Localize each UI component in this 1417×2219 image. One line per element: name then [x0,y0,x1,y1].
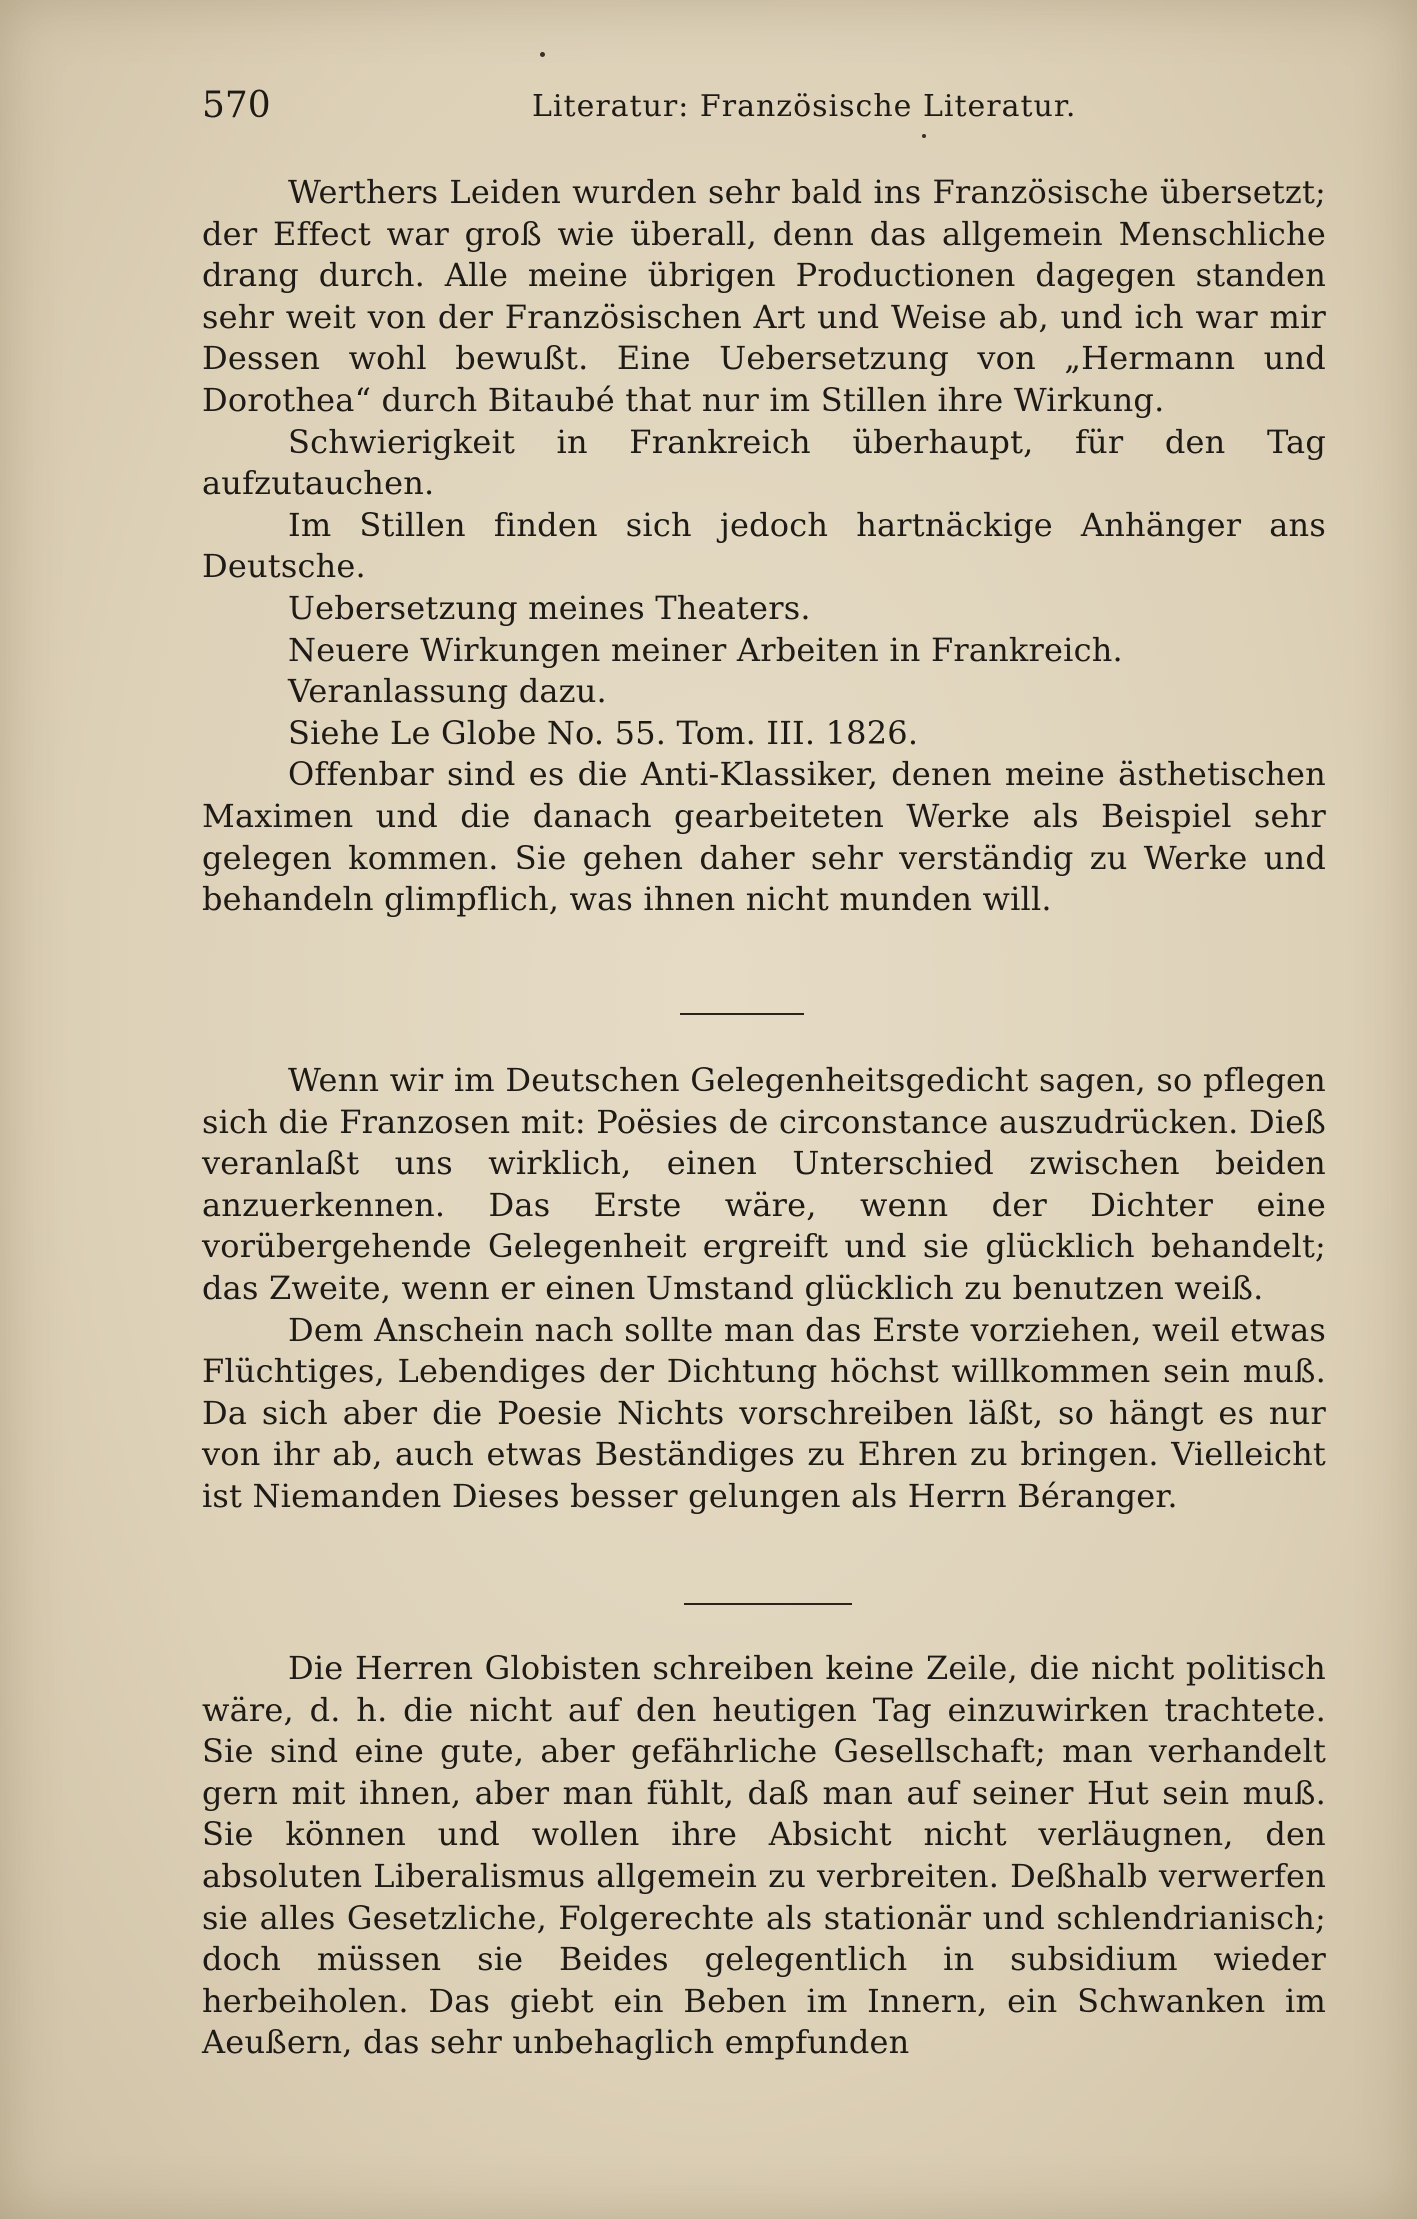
print-speck [922,134,926,138]
page-header [202,82,1322,132]
section-french-translations [202,172,1326,921]
paragraph: Uebersetzung meines Theaters. [288,588,811,627]
paragraph: Veranlassung dazu. [288,672,607,711]
paragraph: Siehe Le Globe No. 55. Tom. III. 1826. [288,713,919,752]
print-speck [540,52,545,57]
section-globists [202,1648,1326,2064]
paragraph: Die Herren Globisten schreiben keine Zeile, die nicht politisch wäre, d. h. die nicht auf den heutigen Tag einzuwirken trachtete. Sie sind eine gute, aber gefährliche Gesellschaft; man verhandelt gern mit ihnen, aber man fühlt, daß man auf seiner Hut sein muß. Sie können und wollen ihre Absicht nicht verläugnen, den absoluten Liberalismus allgemein zu verbreiten. Deßhalb verwerfen sie alles Gesetzliche, Folgerechte als stationär und schlendrianisch; doch müssen sie Beides gelegentlich in subsidium wieder herbeiholen. Das giebt ein Beben im Innern, ein Schwanken im Aeußern, das sehr unbehaglich empfunden [202,1649,1326,2062]
section-occasional-poems [202,1060,1326,1518]
paragraph: Offenbar sind es die Anti-Klassiker, denen meine ästhetischen Maximen und die danach gearbeiteten Werke als Beispiel sehr gelegen kommen. Sie gehen daher sehr verständig zu Werke und behandeln glimpflich, was ihnen nicht munden will. [202,755,1326,919]
paragraph: Neuere Wirkungen meiner Arbeiten in Frankreich. [288,630,1123,669]
section-divider [684,1603,852,1605]
paragraph: Wenn wir im Deutschen Gelegenheitsgedicht sagen, so pflegen sich die Franzosen mit: Poësies de circonstance auszudrücken. Dieß veranlaßt uns wirklich, einen Unterschied zwischen beiden anzuerkennen. Das Erste wäre, wenn der Dichter eine vorübergehende Gelegenheit ergreift und sie glücklich behandelt; das Zweite, wenn er einen Umstand glücklich zu benutzen weiß. [202,1061,1326,1307]
paragraph: Dem Anschein nach sollte man das Erste vorziehen, weil etwas Flüchtiges, Lebendiges der Dichtung höchst willkommen sein muß. Da sich aber die Poesie Nichts vorschreiben läßt, so hängt es nur von ihr ab, auch etwas Beständiges zu Ehren zu bringen. Vielleicht ist Niemanden Dieses besser gelungen als Herrn Béranger. [202,1310,1326,1515]
paragraph: Im Stillen finden sich jedoch hartnäckige Anhänger ans Deutsche. [202,505,1326,586]
running-title: Literatur: Französische Literatur. [532,89,1077,124]
section-divider [680,1013,804,1015]
paragraph: Werthers Leiden wurden sehr bald ins Französische übersetzt; der Effect war groß wie überall, denn das allgemein Menschliche drang durch. Alle meine übrigen Productionen dagegen standen sehr weit von der Französischen Art und Weise ab, und ich war mir Dessen wohl bewußt. Eine Uebersetzung von „Hermann und Dorothea“ durch Bitaubé that nur im Stillen ihre Wirkung. [202,173,1326,419]
page-number: 570 [202,85,271,126]
paragraph: Schwierigkeit in Frankreich überhaupt, für den Tag aufzutauchen. [202,422,1326,503]
